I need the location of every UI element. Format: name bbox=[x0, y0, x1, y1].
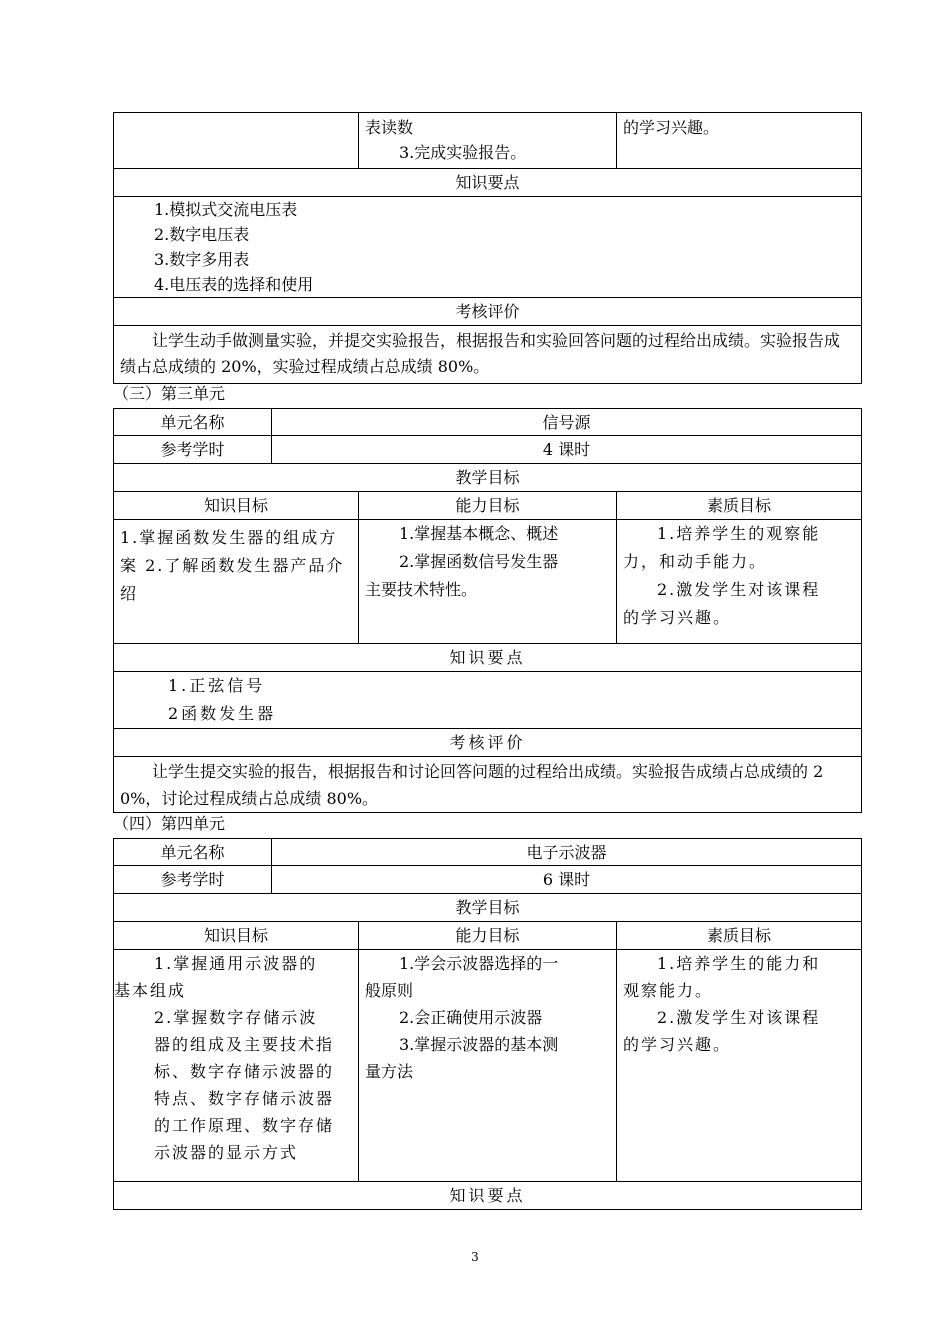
knowledge-goal-line: 的工作原理、数字存储 bbox=[154, 1116, 335, 1135]
quality-line: 2.激发学生对该课程 bbox=[657, 1008, 821, 1027]
knowledge-goal-line: 标、数字存储示波器的 bbox=[154, 1062, 335, 1081]
teaching-goals-header: 教学目标 bbox=[114, 894, 862, 922]
unit-3-table bbox=[113, 408, 862, 813]
teaching-goals-header: 教学目标 bbox=[114, 464, 862, 492]
ability-line: 2.会正确使用示波器 bbox=[399, 1008, 543, 1027]
column-header-quality: 素质目标 bbox=[617, 492, 862, 520]
knowledge-point: 2.数字电压表 bbox=[154, 225, 250, 244]
ability-line: 3.掌握示波器的基本测 bbox=[399, 1035, 559, 1054]
knowledge-goal-line: 2.掌握数字存储示波 bbox=[154, 1008, 318, 1027]
ability-goals-cell bbox=[359, 950, 617, 1182]
knowledge-points-header: 知识要点 bbox=[114, 1182, 862, 1210]
knowledge-points-header: 知识要点 bbox=[114, 169, 862, 197]
ability-line: 般原则 bbox=[365, 981, 414, 1000]
quality-line: 的学习兴趣。 bbox=[623, 1035, 732, 1054]
knowledge-points-header: 知识要点 bbox=[114, 644, 862, 672]
unit-2-table bbox=[113, 112, 862, 384]
quality-line: 的学习兴趣。 bbox=[623, 118, 720, 137]
column-header-ability: 能力目标 bbox=[359, 922, 617, 950]
ability-line: 量方法 bbox=[365, 1062, 414, 1081]
unit-name-value: 电子示波器 bbox=[272, 839, 862, 866]
ability-goals-cell bbox=[359, 520, 617, 644]
unit-name-label: 单元名称 bbox=[114, 409, 272, 436]
quality-goals-cell bbox=[617, 520, 862, 644]
column-header-knowledge: 知识目标 bbox=[114, 492, 359, 520]
ability-line: 1.学会示波器选择的一 bbox=[399, 954, 559, 973]
goals-row bbox=[114, 113, 862, 169]
quality-line: 2.激发学生对该课程 bbox=[657, 580, 821, 599]
ability-goals-cell bbox=[359, 113, 617, 169]
knowledge-points-cell bbox=[114, 672, 862, 729]
knowledge-goal-line: 基本组成 bbox=[114, 981, 187, 1000]
page-number: 3 bbox=[471, 1250, 479, 1264]
column-header-knowledge: 知识目标 bbox=[114, 922, 359, 950]
assessment-paragraph: 让学生提交实验的报告，根据报告和讨论回答问题的过程给出成绩。实验报告成绩占总成绩的 20%，讨论过程成绩占总成绩 80%。 bbox=[120, 762, 824, 808]
ability-line: 2.掌握函数信号发生器 bbox=[399, 552, 559, 571]
knowledge-goal-line: 特点、数字存储示波器 bbox=[154, 1089, 335, 1108]
column-header-quality: 素质目标 bbox=[617, 922, 862, 950]
knowledge-goal-line: 器的组成及主要技术指 bbox=[154, 1035, 335, 1054]
section-caption: （三）第三单元 bbox=[113, 384, 226, 403]
knowledge-point: 3.数字多用表 bbox=[154, 250, 250, 269]
assessment-header: 考核评价 bbox=[114, 729, 862, 757]
unit-name-value: 信号源 bbox=[272, 409, 862, 436]
quality-line: 1.培养学生的观察能 bbox=[657, 524, 821, 543]
knowledge-goal-line: 1.掌握通用示波器的 bbox=[154, 954, 318, 973]
hours-value: 6 课时 bbox=[272, 866, 862, 894]
knowledge-point: 1.模拟式交流电压表 bbox=[154, 200, 298, 219]
assessment-header: 考核评价 bbox=[114, 298, 862, 326]
hours-label: 参考学时 bbox=[114, 436, 272, 464]
hours-value: 4 课时 bbox=[272, 436, 862, 464]
knowledge-goal-line: 示波器的显示方式 bbox=[154, 1143, 299, 1162]
knowledge-point: 4.电压表的选择和使用 bbox=[154, 275, 314, 294]
unit-4-table bbox=[113, 838, 862, 1210]
quality-goals-cell bbox=[617, 113, 862, 169]
knowledge-points-cell bbox=[114, 197, 862, 298]
hours-label: 参考学时 bbox=[114, 866, 272, 894]
knowledge-point: 2函数发生器 bbox=[168, 704, 277, 723]
section-caption: （四）第四单元 bbox=[113, 814, 226, 833]
knowledge-goals-cell bbox=[114, 113, 359, 169]
quality-line: 力，和动手能力。 bbox=[623, 552, 768, 571]
knowledge-goals-text: 1.掌握函数发生器的组成方案 2.了解函数发生器产品介绍 bbox=[120, 528, 345, 603]
knowledge-goals-cell bbox=[114, 950, 359, 1182]
ability-line: 主要技术特性。 bbox=[365, 580, 478, 599]
assessment-text bbox=[114, 757, 862, 813]
unit-name-label: 单元名称 bbox=[114, 839, 272, 866]
quality-line: 1.培养学生的能力和 bbox=[657, 954, 821, 973]
ability-line: 表读数 bbox=[365, 118, 414, 137]
assessment-text bbox=[114, 326, 862, 384]
assessment-paragraph: 让学生动手做测量实验，并提交实验报告，根据报告和实验回答问题的过程给出成绩。实验报告成绩占总成绩的 20%，实验过程成绩占总成绩 80%。 bbox=[120, 331, 841, 376]
quality-goals-cell bbox=[617, 950, 862, 1182]
knowledge-goals-cell bbox=[114, 520, 359, 644]
quality-line: 的学习兴趣。 bbox=[623, 608, 732, 627]
ability-line: 1.掌握基本概念、概述 bbox=[399, 524, 559, 543]
ability-line: 3.完成实验报告。 bbox=[399, 143, 527, 162]
quality-line: 观察能力。 bbox=[623, 981, 714, 1000]
knowledge-point: 1.正弦信号 bbox=[168, 676, 266, 695]
column-header-ability: 能力目标 bbox=[359, 492, 617, 520]
